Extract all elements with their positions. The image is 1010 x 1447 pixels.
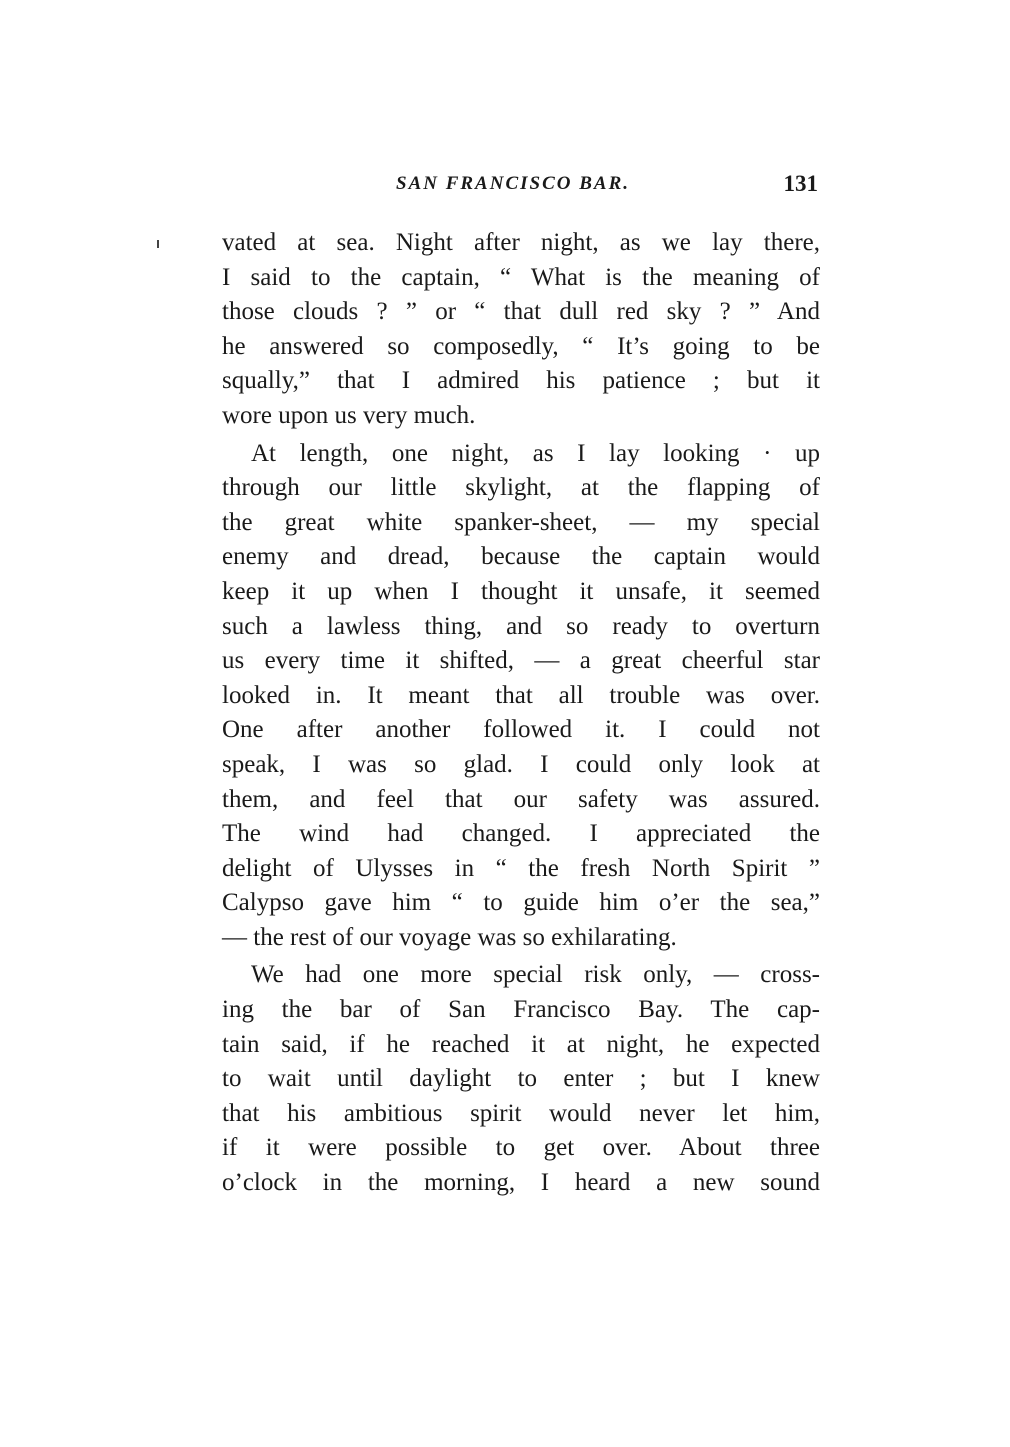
text-line: We had one more special risk only, — cross- bbox=[251, 961, 820, 989]
text-line: to wait until daylight to enter ; but I knew bbox=[222, 1065, 820, 1093]
text-line: the great white spanker-sheet, — my special bbox=[222, 508, 820, 536]
paragraph bbox=[222, 437, 820, 956]
text-line: looked in. It meant that all trouble was over. bbox=[222, 681, 820, 709]
text-line: those clouds ? ” or “ that dull red sky ? ” And bbox=[222, 298, 820, 326]
text-line: Calypso gave him “ to guide him o’er the sea,” bbox=[222, 889, 820, 917]
running-head bbox=[222, 171, 820, 205]
text-line: One after another followed it. I could not bbox=[222, 716, 820, 744]
text-line: o’clock in the morning, I heard a new sound bbox=[222, 1169, 820, 1197]
text-line: such a lawless thing, and so ready to overturn bbox=[222, 612, 820, 640]
text-line: tain said, if he reached it at night, he expected bbox=[222, 1030, 820, 1058]
page-number: 131 bbox=[783, 171, 818, 196]
text-line: vated at sea. Night after night, as we lay there, bbox=[222, 229, 820, 256]
text-line: them, and feel that our safety was assured. bbox=[222, 785, 820, 813]
text-line: — the rest of our voyage was so exhilarating. bbox=[222, 923, 677, 951]
paragraph bbox=[222, 958, 820, 1200]
text-line: if it were possible to get over. About three bbox=[222, 1134, 820, 1162]
text-line: he answered so composedly, “ It’s going to be bbox=[222, 332, 820, 360]
text-line: wore upon us very much. bbox=[222, 401, 476, 429]
running-title: SAN FRANCISCO BAR. bbox=[396, 173, 630, 194]
text-line: through our little skylight, at the flapping of bbox=[222, 474, 820, 502]
text-line: The wind had changed. I appreciated the bbox=[222, 820, 820, 848]
paragraph bbox=[222, 226, 820, 434]
text-line: enemy and dread, because the captain would bbox=[222, 543, 820, 571]
text-line: us every time it shifted, — a great cheerful star bbox=[222, 647, 820, 675]
text-line: keep it up when I thought it unsafe, it seemed bbox=[222, 577, 820, 605]
text-line: speak, I was so glad. I could only look at bbox=[222, 750, 820, 778]
margin-mark bbox=[157, 240, 159, 248]
text-line: At length, one night, as I lay looking · up bbox=[251, 439, 820, 467]
body-text bbox=[222, 226, 820, 1201]
text-line: that his ambitious spirit would never let him, bbox=[222, 1099, 820, 1127]
text-line: delight of Ulysses in “ the fresh North Spirit ” bbox=[222, 854, 820, 882]
text-line: I said to the captain, “ What is the meaning of bbox=[222, 263, 820, 291]
text-line: ing the bar of San Francisco Bay. The cap- bbox=[222, 996, 820, 1024]
text-line: squally,” that I admired his patience ; but it bbox=[222, 367, 820, 395]
